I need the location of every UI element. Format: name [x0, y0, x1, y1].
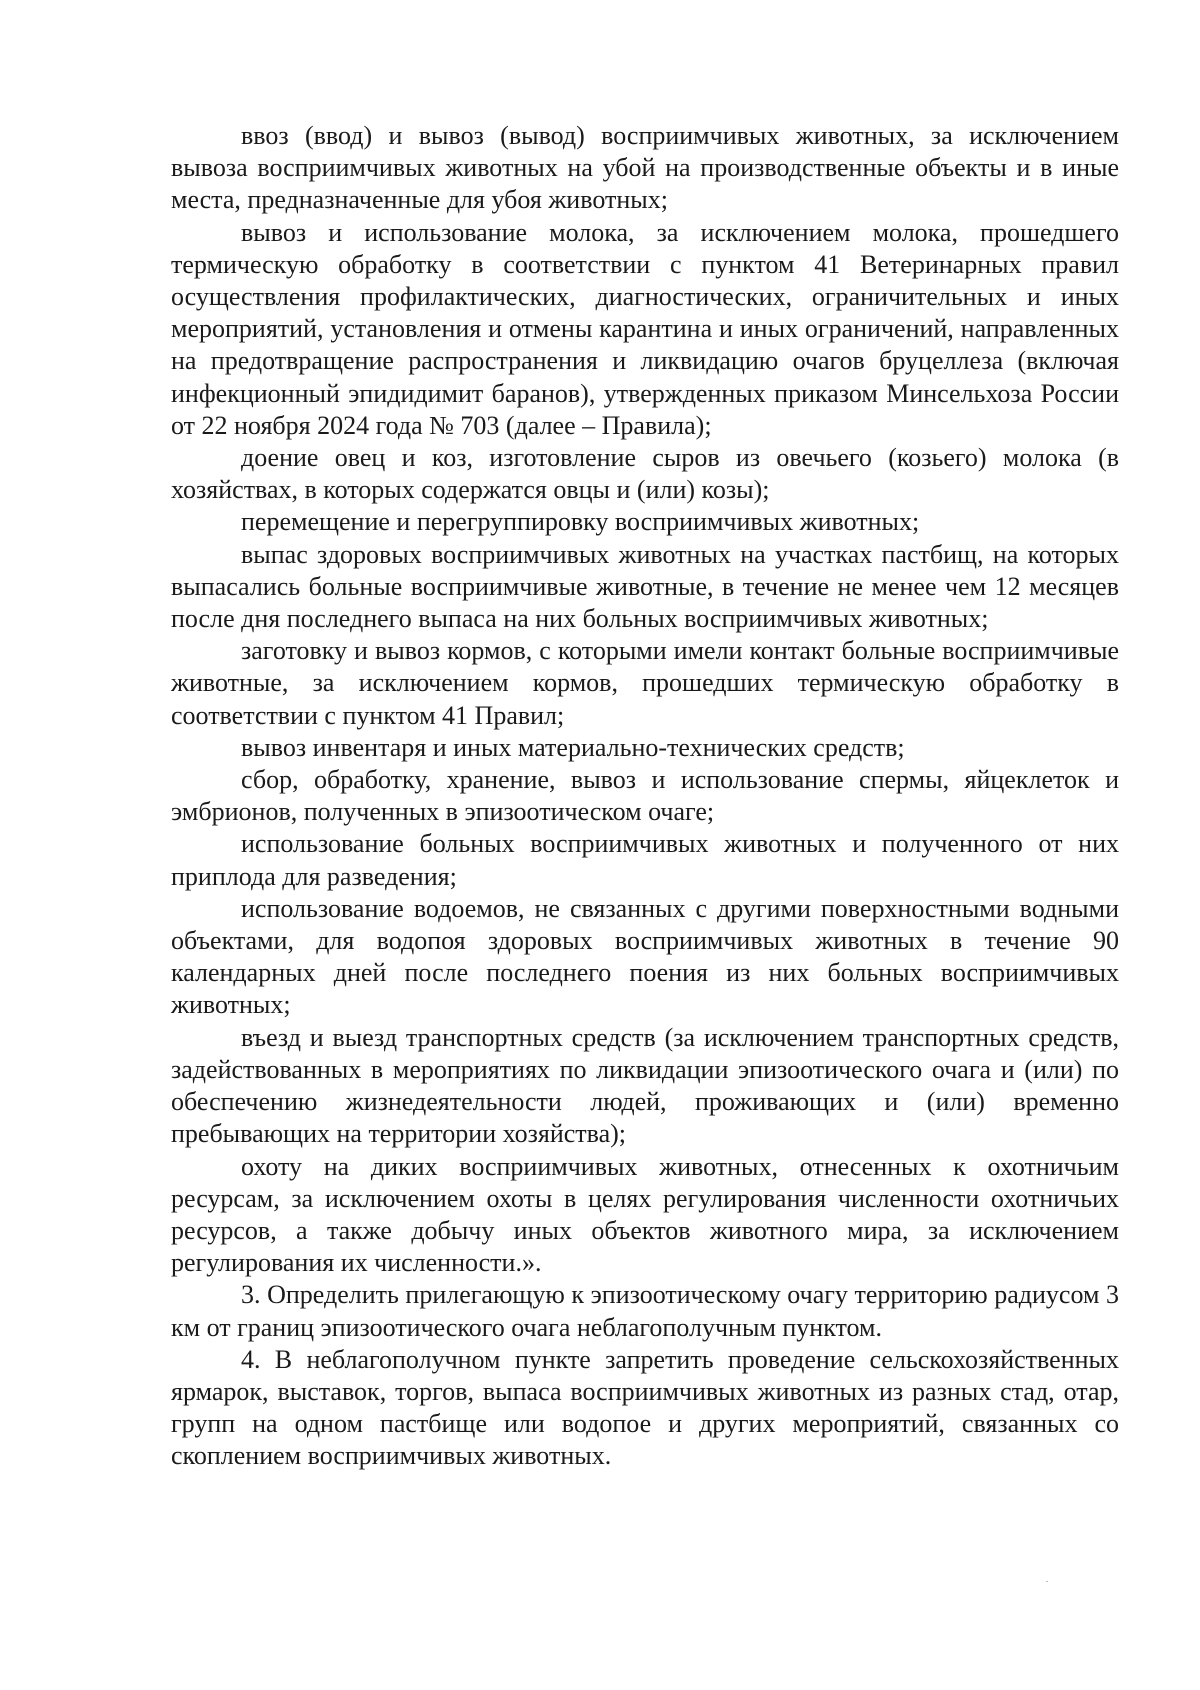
- scan-artifact: [1046, 1581, 1048, 1582]
- paragraph-regrouping-ban: перемещение и перегруппировку восприимчивых животных;: [241, 507, 920, 537]
- paragraph-import-export-ban: ввоз (ввод) и вывоз (вывод) восприимчивых животных, за исключением вывоза восприимчивых животных на убой на производственные объекты и в иные места, предназначенные для убоя животных;: [171, 121, 1119, 215]
- document-body: [171, 120, 1119, 1473]
- paragraph-item-3: 3. Определить прилегающую к эпизоотическому очагу территорию радиусом 3 км от границ эпизоотического очага неблагополучным пунктом.: [171, 1280, 1119, 1342]
- paragraph-feed-ban: заготовку и вывоз кормов, с которыми имели контакт больные восприимчивые животные, за исключением кормов, прошедших термическую обработку в соответствии с пунктом 41 Правил;: [171, 636, 1119, 730]
- paragraph-grazing-ban: выпас здоровых восприимчивых животных на участках пастбищ, на которых выпасались больные восприимчивые животные, в течение не менее чем 12 месяцев после дня последнего выпаса на них больных восприимчивых животных;: [171, 539, 1119, 634]
- paragraph-hunting-ban: охоту на диких восприимчивых животных, отнесенных к охотничьим ресурсам, за исключением охоты в целях регулирования численности охотничьих ресурсов, а также добычу иных объектов животного мира, за исключением регулирования их численности.».: [171, 1151, 1119, 1278]
- paragraph-breeding-ban: использование больных восприимчивых животных и полученного от них приплода для разведения;: [171, 829, 1119, 891]
- paragraph-item-4: 4. В неблагополучном пункте запретить проведение сельскохозяйственных ярмарок, выставок, торгов, выпаса восприимчивых животных из разных стад, отар, групп на одном пастбище или водопое и других мероприятий, связанных со скоплением восприимчивых животных.: [171, 1344, 1119, 1471]
- paragraph-sperm-ban: сбор, обработку, хранение, вывоз и использование спермы, яйцеклеток и эмбрионов, полученных в эпизоотическом очаге;: [171, 765, 1119, 827]
- paragraph-milk-ban: вывоз и использование молока, за исключением молока, прошедшего термическую обработку в соответствии с пунктом 41 Ветеринарных правил осуществления профилактических, диагностических, ограничительных и иных мероприятий, установления и отмены карантина и иных ограничений, направленных на предотвращение распространения и ликвидацию очагов бруцеллеза (включая инфекционный эпидидимит баранов), утвержденных приказом Минсельхоза России от 22 ноября 2024 года № 703 (далее – Правила);: [171, 217, 1119, 440]
- paragraph-watering-ban: использование водоемов, не связанных с другими поверхностными водными объектами, для водопоя здоровых восприимчивых животных в течение 90 календарных дней после последнего поения из них больных восприимчивых животных;: [171, 893, 1119, 1020]
- paragraph-vehicle-ban: въезд и выезд транспортных средств (за исключением транспортных средств, задействованных в мероприятиях по ликвидации эпизоотического очага и (или) по обеспечению жизнедеятельности людей, проживающих и (или) временно пребывающих на территории хозяйства);: [171, 1022, 1119, 1149]
- paragraph-inventory-ban: вывоз инвентаря и иных материально-технических средств;: [241, 732, 905, 762]
- paragraph-milking-ban: доение овец и коз, изготовление сыров из овечьего (козьего) молока (в хозяйствах, в которых содержатся овцы и (или) козы);: [171, 443, 1119, 505]
